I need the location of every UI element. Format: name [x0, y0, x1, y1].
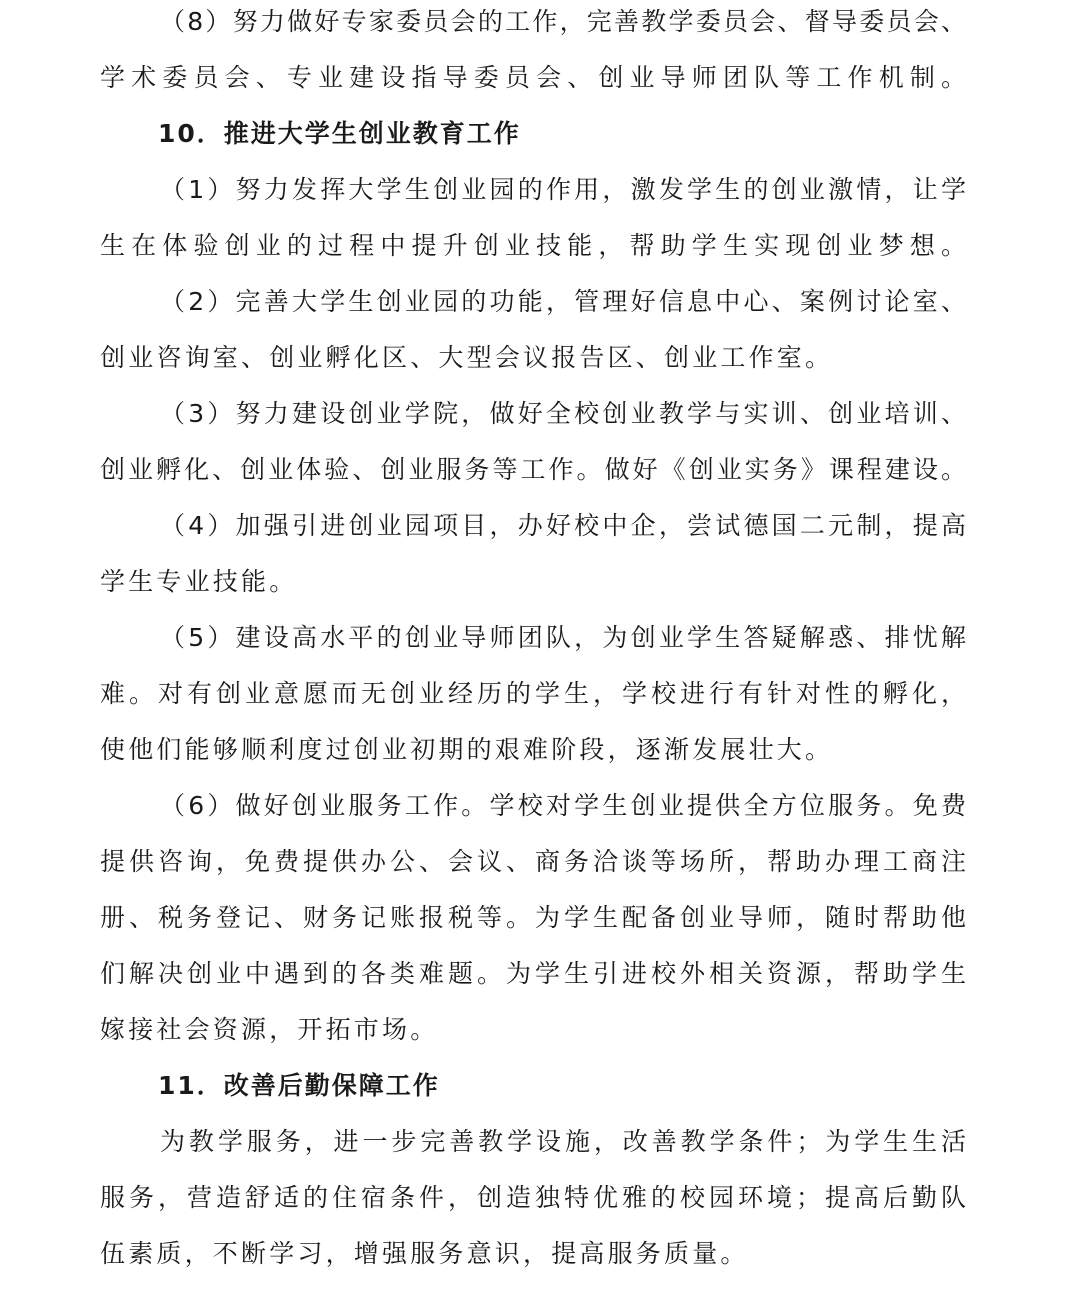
- text-line: 创业咨询室、创业孵化区、大型会议报告区、创业工作室。: [100, 343, 834, 372]
- text-line: （3）努力建设创业学院，做好全校创业教学与实训、创业培训、: [160, 399, 966, 428]
- text-line: 使他们能够顺利度过创业初期的艰难阶段，逐渐发展壮大。: [100, 735, 834, 764]
- text-line: （2）完善大学生创业园的功能，管理好信息中心、案例讨论室、: [160, 287, 966, 316]
- text-line: 嫁接社会资源，开拓市场。: [100, 1015, 439, 1044]
- text-line: （6）做好创业服务工作。学校对学生创业提供全方位服务。免费: [160, 791, 966, 820]
- text-line: 伍素质，不断学习，增强服务意识，提高服务质量。: [100, 1239, 749, 1268]
- text-line: 学生专业技能。: [100, 567, 298, 596]
- text-line: 创业孵化、创业体验、创业服务等工作。做好《创业实务》课程建设。: [100, 455, 966, 484]
- text-line: 难。对有创业意愿而无创业经历的学生，学校进行有针对性的孵化，: [100, 679, 966, 708]
- text-line: （5）建设高水平的创业导师团队，为创业学生答疑解惑、排忧解: [160, 623, 966, 652]
- text-line: （1）努力发挥大学生创业园的作用，激发学生的创业激情，让学: [160, 175, 966, 204]
- section-heading-11: 11．改善后勤保障工作: [158, 1071, 440, 1100]
- text-line: （8）努力做好专家委员会的工作，完善教学委员会、督导委员会、: [160, 7, 966, 36]
- text-line: 们解决创业中遇到的各类难题。为学生引进校外相关资源，帮助学生: [100, 959, 966, 988]
- text-line: 生在体验创业的过程中提升创业技能，帮助学生实现创业梦想。: [100, 231, 966, 260]
- text-line: 学术委员会、专业建设指导委员会、创业导师团队等工作机制。: [100, 63, 966, 92]
- text-line: 提供咨询，免费提供办公、会议、商务洽谈等场所，帮助办理工商注: [100, 847, 966, 876]
- text-line: 册、税务登记、财务记账报税等。为学生配备创业导师，随时帮助他: [100, 903, 966, 932]
- text-line: 为教学服务，进一步完善教学设施，改善教学条件；为学生生活: [160, 1127, 966, 1156]
- text-line: （4）加强引进创业园项目，办好校中企，尝试德国二元制，提高: [160, 511, 966, 540]
- text-line: 服务，营造舒适的住宿条件，创造独特优雅的校园环境；提高后勤队: [100, 1183, 966, 1212]
- section-heading-10: 10．推进大学生创业教育工作: [158, 119, 521, 148]
